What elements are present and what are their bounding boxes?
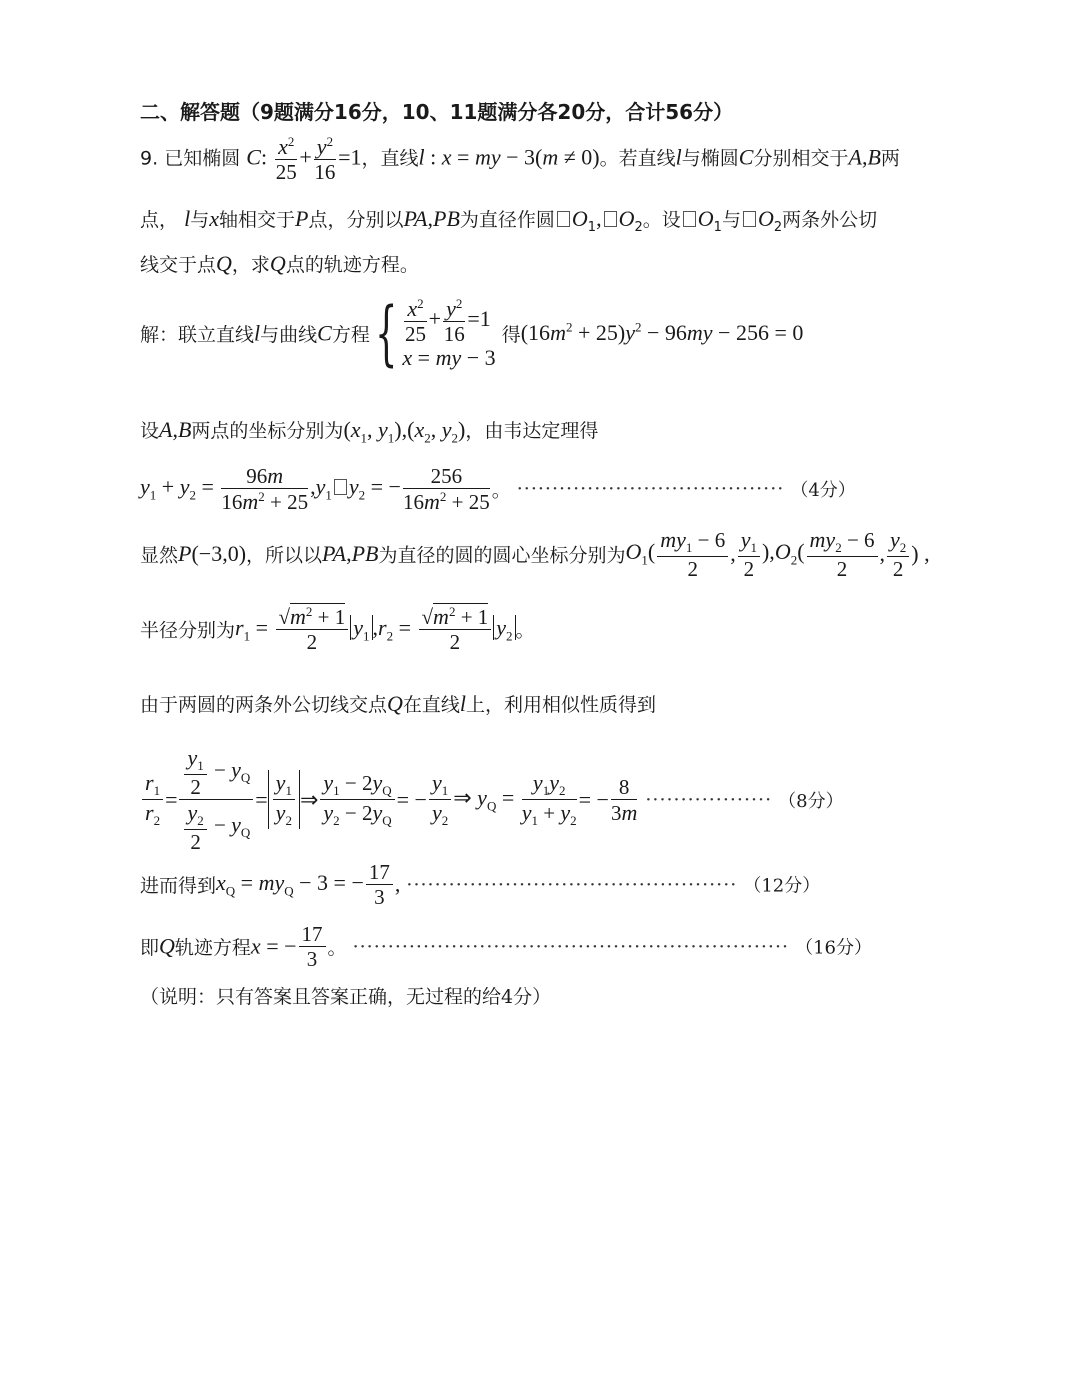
text: 线交于点 (140, 254, 217, 276)
problem-line-1: 9. 已知椭圆 C: $\frac{x^2}{25}$ + $\frac{y^2}{16}$ =1，直线l : x = my − 3(m ≠ 0)。若直线l与椭圆C分别相交于A,B两 (140, 134, 900, 185)
text: 轴相交于 (218, 209, 295, 231)
text: 由于两圆的两条外公切线交点 (140, 694, 388, 716)
grading-note: （说明：只有答案且答案正确，无过程的给4分） (140, 986, 552, 1008)
text: 分别相交于 (753, 147, 849, 170)
text: 与曲线 (260, 323, 318, 346)
solution-line-7: $\frac{r_1}{r_2}$ = $\frac{y_1}{2}$ − $y_Q$ $\frac{y_2}{2}$ − $y_Q$ = $\frac{y_1}{y_2}$ ⇒ $\frac{y_1 - 2y_Q}{y_2 - 2y_Q}$ = − $\frac{y_1}{y_2}$ ⇒ $y_Q$ = $\frac{y_1y_2}{y_1 + y_2}$ = − $\frac{8}{3m}$ ·················· （8分） (140, 745, 844, 855)
problem-line-2: 点， l与x轴相交于P点，分别以PA,PB为直径作圆 $O_1$, $O_2$。设 $O_1$与 $O_2$两条外公切 (140, 206, 878, 235)
text: 得 (501, 323, 521, 346)
text: 方程 (331, 323, 370, 346)
text: 已知椭圆 (164, 147, 241, 170)
text: ，由韦达定理得 (465, 420, 599, 442)
text: 轨迹方程 (174, 937, 251, 960)
problem-number: 9. (140, 147, 159, 170)
solution-line-1: 解：联立直线l与曲线C方程{ $\frac{x^2}{25}$ + $\frac{y^2}{16}$ =1 x = my − 3 得$(16m^2 + 25)y^2 - 96my - 256 = 0$ (140, 291, 804, 374)
left-brace: { (374, 291, 398, 374)
equation-system: $\frac{x^2}{25}$ + $\frac{y^2}{16}$ =1 x = my − 3 (402, 296, 496, 371)
text: ，直线 (361, 147, 419, 170)
text: 。设 (642, 209, 681, 231)
missing-glyph-icon (683, 211, 696, 227)
missing-glyph-icon (334, 479, 347, 495)
text: 上，利用相似性质得到 (466, 694, 657, 716)
solution-line-3: $y_1 + y_2$ = $\frac{96m}{16m^2 + 25}$ $,y_1$ $y_2$ = − $\frac{256}{16m^2 + 25}$ 。 ······································ （4分） (140, 463, 856, 515)
text: 设 (140, 420, 160, 442)
solution-line-5: 半径分别为$r_1$ = $\frac{√m^2 + 1}{2}$ $y_1$ $,r_2$ = $\frac{√m^2 + 1}{2}$ $y_2$ 。 (140, 604, 535, 655)
text: 与 (721, 209, 741, 231)
solution-line-9: 即Q轨迹方程x = − $\frac{17}{3}$ 。 ······························································ （16分） (140, 922, 872, 972)
text: 与椭圆 (681, 147, 739, 170)
solution-line-4: 显然P(−3,0)，所以以PA,PB为直径的圆的圆心坐标分别为$O_1$( $\frac{my_1 - 6}{2}$ , $\frac{y_1}{2}$ )$,O_2$( $\frac{my_2 - 6}{2}$ , $\frac{y_2}{2}$ ) , (140, 527, 930, 582)
text: 为直径的圆的圆心坐标分别为 (378, 544, 626, 567)
text: 两条外公切 (782, 209, 878, 231)
text: 进而得到 (140, 875, 217, 898)
leader-dots: ··············································· (406, 873, 738, 896)
text: 点的轨迹方程。 (285, 254, 419, 276)
text: 半径分别为 (140, 619, 236, 642)
text: 点， (140, 209, 179, 231)
text: 为直径作圆 (459, 209, 555, 231)
text: 两点的坐标分别为 (191, 420, 344, 442)
leader-dots: ······································ (516, 477, 785, 500)
leader-dots: ······························································ (352, 935, 790, 958)
missing-glyph-icon (557, 211, 570, 227)
text: 。若直线 (599, 147, 676, 170)
score-label: （4分） (790, 479, 856, 501)
text: 即 (140, 937, 160, 960)
missing-glyph-icon (743, 211, 756, 227)
solution-line-8: 进而得到$x_Q = my_Q - 3$ = − $\frac{17}{3}$ , ··············································· （12分） (140, 860, 821, 910)
text: 显然 (140, 544, 179, 567)
text: 与 (190, 209, 210, 231)
score-label: （12分） (743, 875, 821, 897)
leader-dots: ·················· (645, 788, 773, 811)
text: 两 (880, 147, 900, 170)
text: 在直线 (402, 694, 460, 716)
score-label: （8分） (778, 790, 844, 812)
problem-line-3: 线交于点Q，求Q点的轨迹方程。 (140, 251, 419, 276)
score-label: （16分） (795, 937, 872, 959)
missing-glyph-icon (604, 211, 617, 227)
text: 点，分别以 (308, 209, 404, 231)
solution-line-2: 设A,B两点的坐标分别为($x_1$, $y_1),(x_2$, $y_2$)，由韦达定理得 (140, 417, 599, 446)
text: ，所以以 (246, 544, 323, 567)
solution-line-6: 由于两圆的两条外公切线交点Q在直线l上，利用相似性质得到 (140, 691, 657, 716)
text: ，求 (231, 254, 270, 276)
text: 解：联立直线 (140, 323, 255, 346)
section-heading: 二、解答题（9题满分16分，10、11题满分各20分，合计56分） (140, 100, 734, 124)
